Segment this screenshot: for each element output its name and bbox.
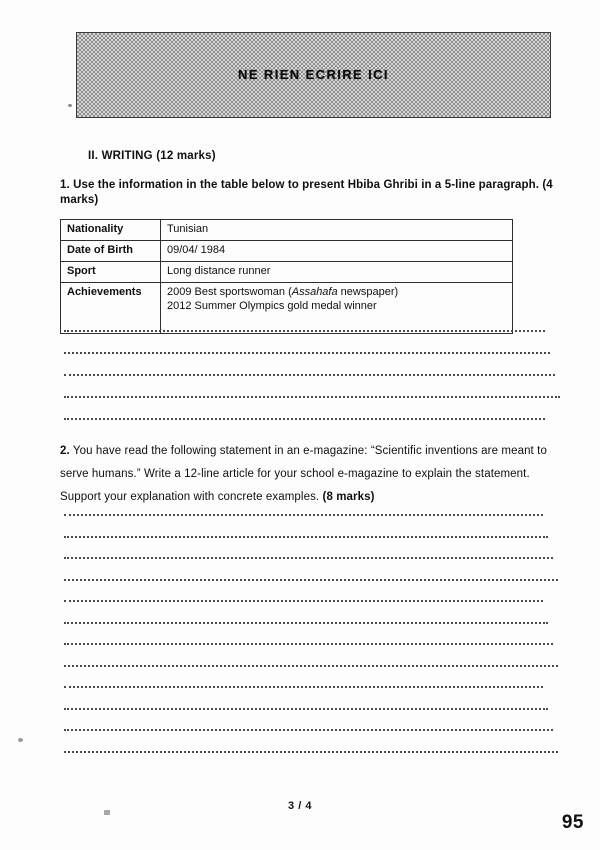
question-2-body: You have read the following statement in an e-magazine: “Scientific inventions are meant to serve humans.” Write a 12-line article for your school e-magazine to explain the statement. Support your explanation with concrete examples. <box>60 445 547 503</box>
achievement-1-newspaper-name: Assahafa <box>291 286 338 298</box>
stamp-title: NE RIEN ECRIRE ICI <box>238 66 389 82</box>
answer-line[interactable] <box>64 643 553 645</box>
answer-line[interactable] <box>64 751 558 753</box>
answer-line[interactable] <box>64 729 553 731</box>
athlete-info-table <box>60 219 513 334</box>
question-2-prompt <box>60 440 565 509</box>
answer-line[interactable] <box>64 536 548 538</box>
answer-line[interactable] <box>64 557 553 559</box>
question-2-number: 2. <box>60 445 70 457</box>
section-heading-writing: II. WRITING (12 marks) <box>88 150 216 162</box>
question-2-marks: (8 marks) <box>322 491 375 503</box>
achievement-1-prefix: 2009 Best sportswoman ( <box>167 286 292 298</box>
answer-line[interactable] <box>64 622 548 624</box>
answer-line[interactable] <box>64 514 543 516</box>
table-row <box>61 241 513 262</box>
table-value-date-of-birth: 09/04/ 1984 <box>161 241 513 262</box>
table-value-nationality: Tunisian <box>161 220 513 241</box>
table-row <box>61 283 513 334</box>
question-1-prompt: 1. Use the information in the table below to present Hbiba Ghribi in a 5-line paragraph. (4 marks) <box>60 179 553 206</box>
table-label-nationality: Nationality <box>61 220 161 241</box>
table-label-date-of-birth: Date of Birth <box>61 241 161 262</box>
achievement-line-2: 2012 Summer Olympics gold medal winner <box>167 300 377 312</box>
table-label-sport: Sport <box>61 262 161 283</box>
scan-artifact-speck-left <box>18 738 23 742</box>
answer-line[interactable] <box>64 352 550 354</box>
table-label-achievements: Achievements <box>61 283 161 334</box>
answer-line[interactable] <box>64 396 560 398</box>
answer-line[interactable] <box>64 686 543 688</box>
page-of-indicator: 3 / 4 <box>288 800 312 812</box>
question-1-answer-lines[interactable] <box>64 330 560 440</box>
answer-line[interactable] <box>64 374 555 376</box>
do-not-write-here-stamp <box>76 32 551 118</box>
scan-artifact-speck <box>68 104 72 107</box>
table-value-sport: Long distance runner <box>161 262 513 283</box>
answer-line[interactable] <box>64 708 548 710</box>
answer-line[interactable] <box>64 665 558 667</box>
table-row <box>61 220 513 241</box>
achievement-1-suffix: newspaper) <box>337 286 399 298</box>
table-value-achievements <box>161 283 513 334</box>
page-number: 95 <box>561 812 584 833</box>
answer-line[interactable] <box>64 418 545 420</box>
answer-line[interactable] <box>64 330 545 332</box>
achievement-line-1 <box>167 285 506 299</box>
answer-line[interactable] <box>64 600 543 602</box>
question-2-answer-lines[interactable] <box>64 514 558 772</box>
answer-line[interactable] <box>64 579 558 581</box>
table-row <box>61 262 513 283</box>
